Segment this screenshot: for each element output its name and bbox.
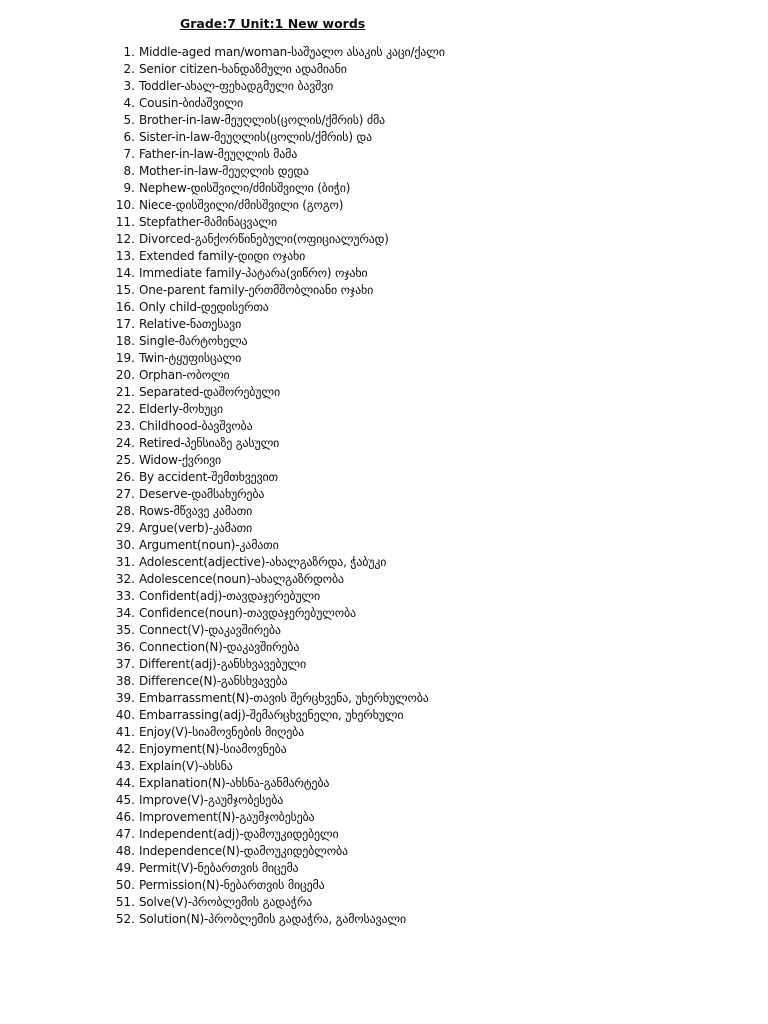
list-item-text: Enjoyment(N)-სიამოვნება: [139, 742, 287, 756]
list-item-text: Toddler-ახალ-ფეხადგმული ბავშვი: [139, 79, 334, 93]
list-item-text: Elderly-მოხუცი: [139, 402, 223, 416]
list-item-text: Mother-in-law-მეუღლის დედა: [139, 164, 309, 178]
list-item: [104, 826, 445, 843]
list-item: [104, 554, 445, 571]
list-item-text: Confidence(noun)-თავდაჯერებულობა: [139, 606, 356, 620]
list-item: [104, 435, 445, 452]
list-item-number: 41.: [115, 725, 135, 739]
list-item-number: 29.: [115, 521, 135, 535]
list-item-text: Retired-პენსიაზე გასული: [139, 436, 280, 450]
list-item-text: Orphan-ობოლი: [139, 368, 230, 382]
list-item: [104, 214, 445, 231]
list-item-text: Senior citizen-ხანდაზმული ადამიანი: [139, 62, 347, 76]
list-item-text: Embarrassment(N)-თავის შერცხვენა, უხერხულობა: [139, 691, 429, 705]
list-item: [104, 248, 445, 265]
list-item-text: Permit(V)-ნებართვის მიცემა: [139, 861, 299, 875]
list-item: [104, 537, 445, 554]
list-item-number: 42.: [115, 742, 135, 756]
list-item-number: 15.: [115, 283, 135, 297]
list-item: [104, 180, 445, 197]
list-item-number: 18.: [115, 334, 135, 348]
list-item: [104, 401, 445, 418]
list-item: [104, 860, 445, 877]
list-item-number: 44.: [115, 776, 135, 790]
list-item: [104, 503, 445, 520]
list-item: [104, 656, 445, 673]
list-item-text: Nephew-დისშვილი/ძმისშვილი (ბიჭი): [139, 181, 351, 195]
list-item: [104, 333, 445, 350]
list-item-text: Embarrassing(adj)-შემარცხვენელი, უხერხული: [139, 708, 404, 722]
list-item: [104, 690, 445, 707]
list-item-text: One-parent family-ერთმშობლიანი ოჯახი: [139, 283, 374, 297]
list-item-number: 24.: [115, 436, 135, 450]
list-item: [104, 299, 445, 316]
list-item-text: Stepfather-მამინაცვალი: [139, 215, 277, 229]
list-item-text: Deserve-დამსახურება: [139, 487, 265, 501]
list-item-number: 39.: [115, 691, 135, 705]
list-item-number: 8.: [123, 164, 135, 178]
list-item-text: Improvement(N)-გაუმჯობესება: [139, 810, 315, 824]
list-item: [104, 146, 445, 163]
list-item: [104, 129, 445, 146]
list-item-number: 16.: [115, 300, 135, 314]
list-item-number: 33.: [115, 589, 135, 603]
list-item-text: Childhood-ბავშვობა: [139, 419, 253, 433]
list-item: [104, 367, 445, 384]
list-item: [104, 61, 445, 78]
list-item-number: 10.: [115, 198, 135, 212]
list-item-text: Difference(N)-განსხვავება: [139, 674, 288, 688]
list-item: [104, 741, 445, 758]
list-item: [104, 775, 445, 792]
list-item: [104, 452, 445, 469]
list-item: [104, 792, 445, 809]
list-item: [104, 112, 445, 129]
list-item-number: 19.: [115, 351, 135, 365]
list-item-text: Father-in-law-მეუღლის მამა: [139, 147, 298, 161]
list-item-number: 50.: [115, 878, 135, 892]
list-item-number: 52.: [115, 912, 135, 926]
list-item-number: 46.: [115, 810, 135, 824]
list-item-text: Relative-ნათესავი: [139, 317, 242, 331]
list-item: [104, 282, 445, 299]
list-item-text: Cousin-ბიძაშვილი: [139, 96, 243, 110]
list-item-text: Single-მარტოხელა: [139, 334, 248, 348]
list-item-number: 20.: [115, 368, 135, 382]
list-item-text: Widow-ქვრივი: [139, 453, 222, 467]
list-item-number: 6.: [123, 130, 135, 144]
list-item: [104, 163, 445, 180]
list-item-number: 28.: [115, 504, 135, 518]
list-item: [104, 469, 445, 486]
list-item-text: Adolescent(adjective)-ახალგაზრდა, ჭაბუკი: [139, 555, 387, 569]
list-item-text: Immediate family-პატარა(ვიწრო) ოჯახი: [139, 266, 368, 280]
list-item: [104, 707, 445, 724]
list-item-text: Adolescence(noun)-ახალგაზრდობა: [139, 572, 344, 586]
list-item-number: 31.: [115, 555, 135, 569]
list-item: [104, 724, 445, 741]
list-item-text: Solve(V)-პრობლემის გადაჭრა: [139, 895, 313, 909]
list-item: [104, 673, 445, 690]
list-item-text: Connection(N)-დაკავშირება: [139, 640, 300, 654]
list-item-number: 5.: [123, 113, 135, 127]
list-item: [104, 809, 445, 826]
list-item-number: 30.: [115, 538, 135, 552]
list-item: [104, 843, 445, 860]
list-item-text: Explanation(N)-ახსნა-განმარტება: [139, 776, 330, 790]
list-item-number: 37.: [115, 657, 135, 671]
list-item-number: 27.: [115, 487, 135, 501]
list-item-number: 45.: [115, 793, 135, 807]
list-item-text: Divorced-განქორწინებული(ოფიციალურად): [139, 232, 389, 246]
list-item-text: Explain(V)-ახსნა: [139, 759, 233, 773]
list-item-number: 48.: [115, 844, 135, 858]
list-item-number: 34.: [115, 606, 135, 620]
list-item-text: Argue(verb)-კამათი: [139, 521, 253, 535]
list-item-number: 25.: [115, 453, 135, 467]
list-item-number: 12.: [115, 232, 135, 246]
list-item-number: 7.: [123, 147, 135, 161]
list-item: [104, 316, 445, 333]
list-item-text: Permission(N)-ნებართვის მიცემა: [139, 878, 325, 892]
list-item-number: 14.: [115, 266, 135, 280]
list-item: [104, 231, 445, 248]
page-title: Grade:7 Unit:1 New words: [180, 16, 366, 31]
list-item-number: 32.: [115, 572, 135, 586]
list-item: [104, 418, 445, 435]
list-item-text: Middle-aged man/woman-საშუალო ასაკის კაცი/ქალი: [139, 45, 445, 59]
list-item-number: 11.: [115, 215, 135, 229]
list-item-text: Separated-დაშორებული: [139, 385, 280, 399]
list-item: [104, 197, 445, 214]
list-item-text: Niece-დისშვილი/ძმისშვილი (გოგო): [139, 198, 344, 212]
list-item: [104, 78, 445, 95]
list-item: [104, 758, 445, 775]
list-item-text: Argument(noun)-კამათი: [139, 538, 279, 552]
list-item-number: 51.: [115, 895, 135, 909]
list-item-number: 4.: [123, 96, 135, 110]
list-item-number: 2.: [123, 62, 135, 76]
list-item-number: 26.: [115, 470, 135, 484]
list-item: [104, 265, 445, 282]
list-item-text: Enjoy(V)-სიამოვნების მიღება: [139, 725, 305, 739]
list-item: [104, 588, 445, 605]
word-list: [104, 44, 445, 928]
list-item-number: 49.: [115, 861, 135, 875]
list-item-number: 3.: [123, 79, 135, 93]
list-item-text: Sister-in-law-მეუღლის(ცოლის/ქმრის) და: [139, 130, 372, 144]
list-item: [104, 95, 445, 112]
list-item-number: 1.: [123, 45, 135, 59]
list-item-number: 47.: [115, 827, 135, 841]
list-item-number: 9.: [123, 181, 135, 195]
list-item: [104, 384, 445, 401]
list-item: [104, 639, 445, 656]
list-item-number: 36.: [115, 640, 135, 654]
list-item: [104, 44, 445, 61]
list-item: [104, 486, 445, 503]
list-item-number: 35.: [115, 623, 135, 637]
list-item-text: Different(adj)-განსხვავებული: [139, 657, 306, 671]
list-item-number: 21.: [115, 385, 135, 399]
list-item-text: Connect(V)-დაკავშირება: [139, 623, 281, 637]
list-item: [104, 350, 445, 367]
list-item-number: 13.: [115, 249, 135, 263]
list-item-text: Only child-დედისერთა: [139, 300, 269, 314]
list-item: [104, 911, 445, 928]
list-item-text: Extended family-დიდი ოჯახი: [139, 249, 306, 263]
list-item-text: Confident(adj)-თავდაჯერებული: [139, 589, 321, 603]
list-item-text: Brother-in-law-მეუღლის(ცოლის/ქმრის) ძმა: [139, 113, 385, 127]
list-item: [104, 520, 445, 537]
list-item-number: 43.: [115, 759, 135, 773]
list-item-text: Independent(adj)-დამოუკიდებელი: [139, 827, 339, 841]
list-item-text: By accident-შემთხვევით: [139, 470, 278, 484]
list-item: [104, 877, 445, 894]
list-item-number: 22.: [115, 402, 135, 416]
list-item-text: Solution(N)-პრობლემის გადაჭრა, გამოსავალი: [139, 912, 406, 926]
list-item-number: 23.: [115, 419, 135, 433]
list-item-text: Improve(V)-გაუმჯობესება: [139, 793, 284, 807]
list-item: [104, 894, 445, 911]
list-item: [104, 571, 445, 588]
list-item-text: Independence(N)-დამოუკიდებლობა: [139, 844, 348, 858]
list-item-number: 40.: [115, 708, 135, 722]
list-item-number: 38.: [115, 674, 135, 688]
list-item: [104, 622, 445, 639]
list-item: [104, 605, 445, 622]
list-item-number: 17.: [115, 317, 135, 331]
list-item-text: Rows-მწვავე კამათი: [139, 504, 253, 518]
list-item-text: Twin-ტყუფისცალი: [139, 351, 242, 365]
